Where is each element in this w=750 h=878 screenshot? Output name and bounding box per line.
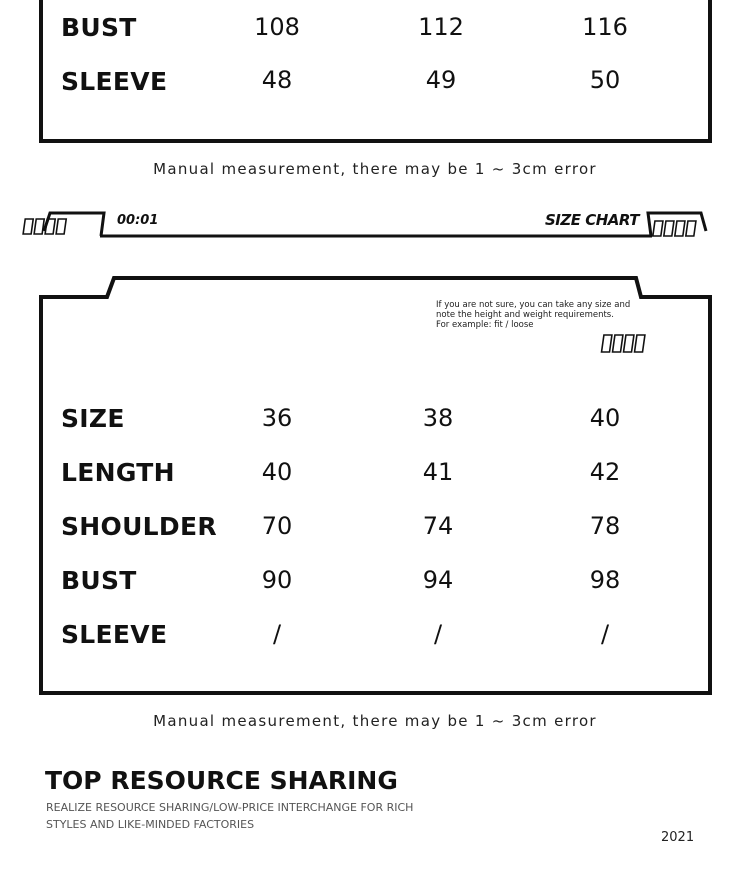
table-cell: 48 (261, 66, 293, 94)
row-label-shoulder: SHOULDER (61, 512, 217, 541)
size-hint (436, 300, 646, 330)
table-cell: 70 (261, 512, 293, 540)
table-cell: 78 (589, 512, 621, 540)
table-cell: 98 (589, 566, 621, 594)
row-label-length: LENGTH (61, 458, 175, 487)
right-tab-blocks-icon (653, 221, 696, 236)
table-cell: / (433, 620, 443, 648)
row-label-size: SIZE (61, 404, 125, 433)
footer-subtitle-line: REALIZE RESOURCE SHARING/LOW-PRICE INTERCHANGE FOR RICH (46, 801, 414, 814)
footer-year: 2021 (661, 830, 695, 845)
table-cell: 112 (418, 13, 464, 41)
table-cell: 38 (422, 404, 454, 432)
table-cell: 40 (261, 458, 293, 486)
hint-line: note the height and weight requirements. (436, 310, 614, 320)
table-cell: / (600, 620, 610, 648)
table-cell: 90 (261, 566, 293, 594)
measurement-note-lower: Manual measurement, there may be 1 ~ 3cm error (153, 712, 597, 730)
hint-line: If you are not sure, you can take any size and (436, 300, 631, 310)
table-cell: 108 (254, 13, 300, 41)
table-cell: 74 (422, 512, 454, 540)
table-cell: 41 (422, 458, 454, 486)
measurement-note-upper: Manual measurement, there may be 1 ~ 3cm error (153, 160, 597, 178)
table-cell: 42 (589, 458, 621, 486)
table-cell: 116 (582, 13, 628, 41)
table-cell: 49 (425, 66, 457, 94)
row-label-sleeve: SLEEVE (61, 67, 168, 96)
table-cell: 50 (589, 66, 621, 94)
row-label-bust: BUST (61, 566, 137, 595)
footer-title: TOP RESOURCE SHARING (45, 766, 398, 795)
table-cell: / (272, 620, 282, 648)
hint-line: For example: fit / loose (436, 320, 534, 330)
table-cell: 36 (261, 404, 293, 432)
banner-time: 00:01 (117, 213, 159, 228)
corner-blocks-icon (602, 335, 645, 352)
table-cell: 94 (422, 566, 454, 594)
row-label-bust: BUST (61, 13, 137, 42)
footer-subtitle-line: STYLES AND LIKE-MINDED FACTORIES (46, 818, 255, 831)
row-label-sleeve: SLEEVE (61, 620, 168, 649)
table-cell: 40 (589, 404, 621, 432)
banner-title: SIZE CHART (545, 211, 640, 229)
